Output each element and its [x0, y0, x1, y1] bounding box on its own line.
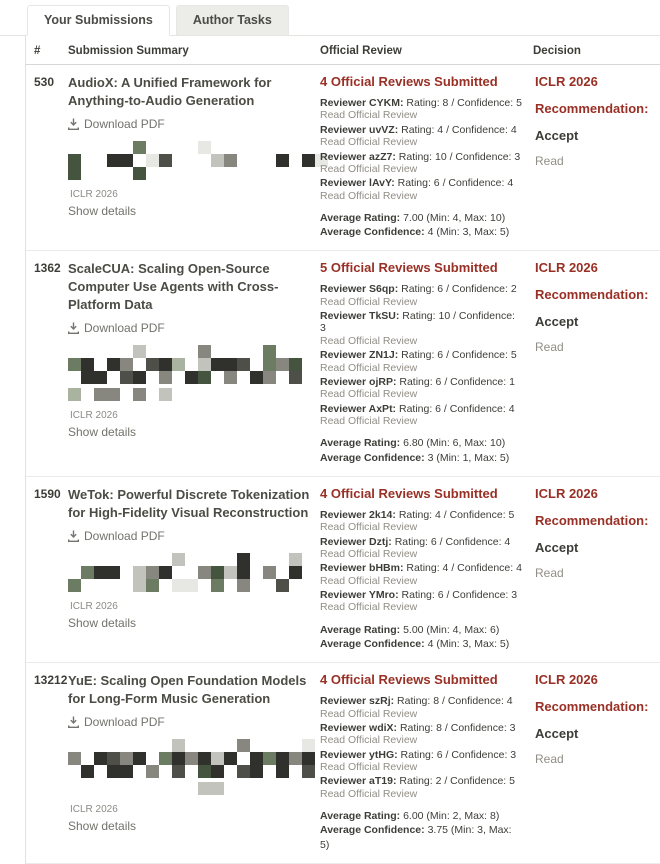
average-confidence-line: [320, 637, 523, 651]
reviewer-name: Reviewer CYKM:: [320, 97, 404, 109]
average-rating-label: Average Rating:: [320, 623, 401, 636]
download-pdf-link[interactable]: [68, 117, 320, 131]
recommendation-label: Recommendation:: [535, 101, 649, 116]
read-official-review-link[interactable]: Read Official Review: [320, 162, 418, 175]
decision-venue: ICLR 2026: [535, 74, 598, 89]
reviewer-name: Reviewer TkSU:: [320, 310, 400, 323]
show-details-link[interactable]: Show details: [68, 819, 137, 834]
read-official-review-link[interactable]: Read Official Review: [320, 521, 418, 534]
average-rating-value: 6.00 (Min: 2, Max: 8): [403, 810, 500, 823]
submission-title-link[interactable]: YuE: Scaling Open Foundation Models for Long-Form Music Generation: [68, 673, 307, 707]
average-rating-label: Average Rating:: [320, 810, 401, 823]
reviewer-rating: Rating: 8 / Confidence: 3: [399, 721, 516, 734]
reviewer-entry: [320, 536, 523, 561]
author-blur-mosaic-2: [68, 388, 320, 401]
average-rating-value: 6.80 (Min: 6, Max: 10): [403, 437, 506, 450]
read-decision-link[interactable]: Read: [535, 154, 564, 168]
average-rating-value: 5.00 (Min: 4, Max: 6): [403, 623, 500, 636]
reviewer-rating: Rating: 6 / Confidence: 2: [401, 283, 517, 296]
reviewer-rating: Rating: 4 / Confidence: 5: [398, 508, 515, 521]
review-count-heading: 5 Official Reviews Submitted: [320, 260, 498, 276]
reviewer-entry: [320, 97, 523, 122]
reviewer-name: Reviewer ytHG:: [320, 748, 398, 761]
reviewer-rating: Rating: 6 / Confidence: 4: [398, 402, 515, 415]
tab-your-submissions[interactable]: Your Submissions: [27, 5, 170, 36]
submission-title-link[interactable]: AudioX: A Unified Framework for Anything-to-Audio Generation: [68, 75, 272, 108]
average-rating-label: Average Rating:: [320, 212, 401, 224]
reviewer-name: Reviewer ojRP:: [320, 375, 397, 388]
recommendation-value: Accept: [535, 128, 579, 143]
table-header-row: [26, 36, 660, 65]
average-confidence-line: [320, 225, 523, 239]
average-confidence-value: 3 (Min: 1, Max: 5): [427, 451, 510, 464]
submission-title-link[interactable]: ScaleCUA: Scaling Open-Source Computer Use Agents with Cross-Platform Data: [68, 261, 279, 313]
decision-cell: [533, 74, 656, 239]
reviewer-entry: [320, 775, 523, 800]
show-details-link[interactable]: Show details: [68, 425, 137, 440]
author-blur-mosaic: [68, 739, 320, 778]
reviewer-name: Reviewer azZ7:: [320, 150, 396, 163]
submission-summary-cell: [68, 74, 320, 239]
author-blur-mosaic: [68, 345, 320, 384]
submission-summary-cell: [68, 486, 320, 651]
average-rating-line: [320, 211, 523, 225]
submission-summary-cell: [68, 260, 320, 464]
download-pdf-link[interactable]: [68, 529, 320, 543]
download-icon: [68, 716, 79, 728]
reviewer-entry: [320, 589, 523, 614]
download-icon: [68, 530, 79, 542]
reviewer-list: [320, 97, 523, 202]
download-pdf-label: Download PDF: [84, 117, 165, 131]
reviewer-rating: Rating: 6 / Confidence: 4: [397, 177, 514, 190]
review-count-heading: 4 Official Reviews Submitted: [320, 672, 498, 688]
read-official-review-link[interactable]: Read Official Review: [320, 415, 418, 428]
column-header-summary: Submission Summary: [68, 45, 189, 57]
average-confidence-value: 3.75 (Min: 3, Max: 5): [320, 824, 512, 851]
averages: [320, 211, 523, 239]
submission-number: 530: [34, 75, 55, 89]
average-confidence-label: Average Confidence:: [320, 226, 425, 239]
review-count-heading: 4 Official Reviews Submitted: [320, 74, 498, 89]
reviewer-entry: [320, 310, 523, 347]
averages: [320, 436, 523, 464]
reviewer-name: Reviewer bHBm:: [320, 562, 404, 575]
recommendation-value: Accept: [535, 539, 579, 555]
download-pdf-label: Download PDF: [84, 321, 165, 336]
averages: [320, 809, 523, 852]
read-official-review-link[interactable]: Read Official Review: [320, 787, 418, 800]
reviewer-rating: Rating: 4 / Confidence: 4: [401, 123, 517, 136]
download-pdf-label: Download PDF: [84, 715, 165, 730]
reviewer-name: Reviewer uvVZ:: [320, 123, 399, 136]
average-confidence-value: 4 (Min: 3, Max: 5): [427, 226, 510, 239]
download-pdf-link[interactable]: [68, 321, 320, 335]
reviewer-entry: [320, 124, 523, 149]
reviewer-rating: Rating: 6 / Confidence: 1: [399, 375, 515, 388]
read-official-review-link[interactable]: Read Official Review: [320, 707, 418, 720]
average-confidence-line: [320, 823, 523, 851]
decision-cell: [533, 486, 656, 651]
average-rating-label: Average Rating:: [320, 437, 401, 450]
average-confidence-label: Average Confidence:: [320, 637, 425, 650]
reviewer-rating: Rating: 10 / Confidence: 3: [398, 150, 521, 163]
author-blur-mosaic-2: [68, 782, 320, 795]
read-decision-link[interactable]: Read: [535, 565, 564, 580]
reviewer-name: Reviewer szRj:: [320, 695, 395, 708]
download-icon: [68, 118, 79, 130]
venue-label: ICLR 2026: [70, 804, 118, 816]
venue-label: ICLR 2026: [70, 189, 118, 200]
submission-title-link[interactable]: WeTok: Powerful Discrete Tokenization for High-Fidelity Visual Reconstruction: [68, 486, 310, 520]
reviewer-list: [320, 283, 523, 427]
official-review-cell: [320, 672, 533, 852]
submission-row: [26, 477, 660, 663]
reviewer-name: Reviewer wdiX:: [320, 721, 398, 734]
official-review-cell: [320, 74, 533, 239]
average-rating-line: [320, 809, 523, 823]
submission-number: 13212: [34, 673, 68, 688]
reviewer-rating: Rating: 2 / Confidence: 5: [399, 775, 515, 788]
average-confidence-label: Average Confidence:: [320, 824, 425, 837]
decision-cell: [533, 260, 656, 464]
reviewer-entry: [320, 151, 523, 176]
tab-bar: [0, 5, 660, 36]
reviewer-rating: Rating: 6 / Confidence: 5: [401, 349, 517, 362]
recommendation-label: Recommendation:: [535, 699, 649, 715]
average-confidence-line: [320, 451, 523, 465]
submission-row: [26, 251, 660, 476]
read-official-review-link[interactable]: Read Official Review: [320, 361, 418, 374]
reviewer-rating: Rating: 6 / Confidence: 3: [401, 589, 518, 602]
read-official-review-link[interactable]: Read Official Review: [320, 574, 418, 587]
average-rating-line: [320, 436, 523, 450]
average-rating-value: 7.00 (Min: 4, Max: 10): [403, 212, 506, 224]
average-confidence-label: Average Confidence:: [320, 451, 425, 464]
column-header-number: #: [34, 45, 41, 57]
column-header-review: Official Review: [320, 45, 402, 57]
submission-row: [26, 663, 660, 864]
read-decision-link[interactable]: Read: [535, 752, 564, 767]
read-official-review-link[interactable]: Read Official Review: [320, 761, 418, 774]
download-pdf-label: Download PDF: [84, 528, 165, 543]
reviewer-rating: Rating: 10 / Confidence: 3: [320, 310, 515, 335]
reviewer-name: Reviewer AxPt:: [320, 402, 397, 415]
download-icon: [68, 322, 79, 334]
decision-venue: ICLR 2026: [535, 672, 598, 688]
reviewer-entry: [320, 695, 523, 720]
decision-venue: ICLR 2026: [535, 260, 598, 276]
reviewer-list: [320, 695, 523, 800]
author-blur-mosaic: [68, 141, 320, 180]
venue-label: ICLR 2026: [70, 600, 118, 612]
download-pdf-link[interactable]: [68, 715, 320, 729]
reviewer-rating: Rating: 6 / Confidence: 3: [400, 748, 517, 761]
reviewer-name: Reviewer ZN1J:: [320, 349, 399, 362]
reviewer-entry: [320, 283, 523, 308]
read-decision-link[interactable]: Read: [535, 340, 564, 355]
decision-cell: [533, 672, 656, 852]
reviewer-name: Reviewer lAvY:: [320, 177, 395, 190]
read-official-review-link[interactable]: Read Official Review: [320, 334, 418, 347]
submission-summary-cell: [68, 672, 320, 852]
average-rating-line: [320, 623, 523, 637]
recommendation-label: Recommendation:: [535, 287, 649, 303]
submission-row: [26, 65, 660, 251]
reviewer-name: Reviewer Dztj:: [320, 535, 392, 548]
read-official-review-link[interactable]: Read Official Review: [320, 547, 418, 560]
reviewer-rating: Rating: 8 / Confidence: 4: [397, 695, 513, 708]
submission-number: 1590: [34, 486, 61, 501]
decision-venue: ICLR 2026: [535, 485, 598, 501]
official-review-cell: [320, 260, 533, 464]
read-official-review-link[interactable]: Read Official Review: [320, 734, 418, 747]
reviewer-list: [320, 509, 523, 614]
reviewer-entry: [320, 722, 523, 747]
table-body: [26, 65, 660, 864]
reviewer-entry: [320, 349, 523, 374]
read-official-review-link[interactable]: Read Official Review: [320, 189, 418, 202]
average-confidence-value: 4 (Min: 3, Max: 5): [427, 637, 510, 650]
reviewer-name: Reviewer YMro:: [320, 589, 399, 602]
read-official-review-link[interactable]: Read Official Review: [320, 388, 418, 401]
reviewer-name: Reviewer 2k14:: [320, 508, 396, 521]
reviewer-entry: [320, 376, 523, 401]
read-official-review-link[interactable]: Read Official Review: [320, 136, 418, 149]
reviewer-rating: Rating: 8 / Confidence: 5: [406, 97, 522, 109]
review-count-heading: 4 Official Reviews Submitted: [320, 485, 498, 501]
reviewer-entry: [320, 749, 523, 774]
venue-label: ICLR 2026: [70, 410, 118, 422]
reviewer-entry: [320, 562, 523, 587]
read-official-review-link[interactable]: Read Official Review: [320, 109, 418, 122]
reviewer-rating: Rating: 4 / Confidence: 4: [406, 562, 522, 575]
tab-author-tasks[interactable]: Author Tasks: [176, 5, 289, 35]
show-details-link[interactable]: Show details: [68, 204, 137, 218]
recommendation-value: Accept: [535, 726, 579, 742]
submission-number: 1362: [34, 261, 61, 276]
reviewer-name: Reviewer S6qp:: [320, 283, 399, 296]
recommendation-label: Recommendation:: [535, 512, 649, 528]
recommendation-value: Accept: [535, 314, 579, 330]
show-details-link[interactable]: Show details: [68, 615, 137, 630]
submissions-panel: [25, 36, 660, 864]
column-header-decision: Decision: [533, 45, 581, 57]
read-official-review-link[interactable]: Read Official Review: [320, 601, 418, 614]
author-blur-mosaic: [68, 553, 320, 592]
reviewer-entry: [320, 177, 523, 202]
read-official-review-link[interactable]: Read Official Review: [320, 295, 418, 308]
reviewer-name: Reviewer aT19:: [320, 775, 397, 788]
reviewer-entry: [320, 403, 523, 428]
reviewer-entry: [320, 509, 523, 534]
averages: [320, 623, 523, 651]
official-review-cell: [320, 486, 533, 651]
reviewer-rating: Rating: 6 / Confidence: 4: [394, 535, 511, 548]
